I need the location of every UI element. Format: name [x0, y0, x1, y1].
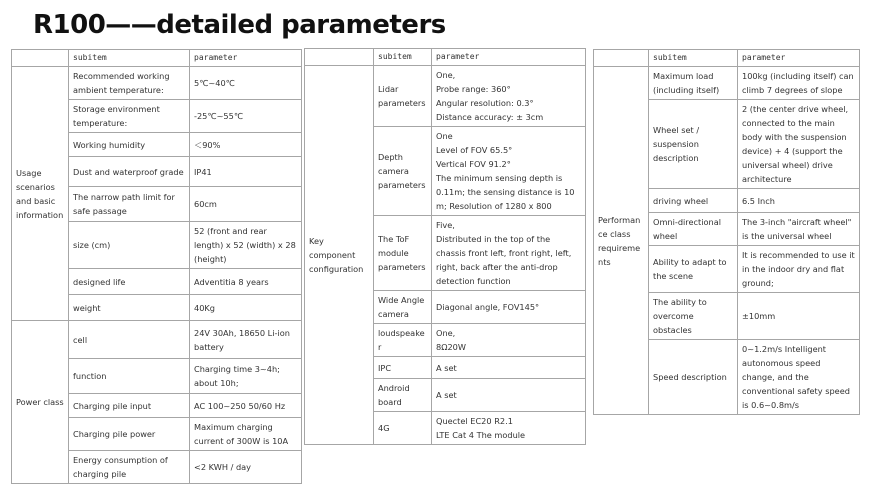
parameter-cell: 100kg (including itself) can climb 7 degrees of slope — [738, 67, 860, 100]
table-header-row — [305, 49, 586, 66]
table-row — [594, 67, 860, 100]
parameter-cell: <2 KWH / day — [190, 451, 302, 484]
parameter-cell: Diagonal angle, FOV145° — [432, 291, 586, 324]
parameter-cell — [432, 216, 586, 291]
parameter-cell: 5℃~40℃ — [190, 67, 302, 100]
parameter-line: The minimum sensing depth is 0.11m; the sensing distance is 10 m; Resolution of 1280 x 800 — [436, 173, 575, 211]
parameter-cell: ＜90% — [190, 133, 302, 157]
key-component-table — [304, 48, 586, 445]
subitem-cell: driving wheel — [649, 189, 738, 213]
parameter-line: One — [436, 131, 453, 141]
parameter-cell — [432, 66, 586, 127]
table-row — [305, 66, 586, 127]
subitem-cell: The ability to overcome obstacles — [649, 293, 738, 340]
subitem-cell: 4G — [374, 412, 432, 445]
subitem-cell: loudspeaker — [374, 324, 432, 357]
parameter-cell: -25℃~55℃ — [190, 100, 302, 133]
subitem-cell: weight — [69, 295, 190, 321]
subitem-cell: function — [69, 359, 190, 394]
parameter-line: One, — [436, 70, 456, 80]
subitem-cell: Charging pile power — [69, 418, 190, 451]
subitem-cell: Recommended working ambient temperature: — [69, 67, 190, 100]
subitem-cell: Omni-directional wheel — [649, 213, 738, 246]
parameter-cell: AC 100~250 50/60 Hz — [190, 394, 302, 418]
subitem-cell: cell — [69, 321, 190, 359]
category-performance-class: Performance class requirements — [594, 67, 649, 415]
table-header-row — [594, 50, 860, 67]
blank-header-cell — [594, 50, 649, 67]
table-header-row — [12, 50, 302, 67]
parameter-line: 8Ω20W — [436, 342, 466, 352]
parameter-cell: 24V 30Ah, 18650 Li-ion battery — [190, 321, 302, 359]
parameter-cell: 6.5 Inch — [738, 189, 860, 213]
subitem-cell: Ability to adapt to the scene — [649, 246, 738, 293]
parameter-cell — [432, 127, 586, 216]
subitem-cell: Dust and waterproof grade — [69, 157, 190, 187]
subitem-cell: Depth camera parameters — [374, 127, 432, 216]
parameter-cell: A set — [432, 357, 586, 379]
parameter-header: parameter — [738, 50, 860, 67]
parameter-line: Probe range: 360° — [436, 84, 511, 94]
parameter-cell: 2 (the center drive wheel, connected to the main body with the suspension device) + 4 (support the universal wheel) drive architecture — [738, 100, 860, 189]
parameter-header: parameter — [432, 49, 586, 66]
basic-power-parameters-table — [11, 49, 302, 484]
parameter-cell: Charging time 3~4h; about 10h; — [190, 359, 302, 394]
subitem-cell: Wheel set / suspension description — [649, 100, 738, 189]
parameter-line: Vertical FOV 91.2° — [436, 159, 511, 169]
parameter-line: LTE Cat 4 The module — [436, 430, 526, 440]
parameter-cell: 0~1.2m/s Intelligent autonomous speed change, and the conventional safety speed is 0.6~0.8m/s — [738, 340, 860, 415]
parameter-line: Distributed in the top of the chassis front left, front right, left, right, back after the anti-drop detection function — [436, 234, 572, 286]
parameter-line: One, — [436, 328, 456, 338]
subitem-cell: Working humidity — [69, 133, 190, 157]
subitem-header: subitem — [69, 50, 190, 67]
parameter-cell: The 3-inch "aircraft wheel" is the universal wheel — [738, 213, 860, 246]
subitem-header: subitem — [649, 50, 738, 67]
subitem-cell: Speed description — [649, 340, 738, 415]
table-row — [12, 321, 302, 359]
subitem-cell: The narrow path limit for safe passage — [69, 187, 190, 222]
parameter-line: Five, — [436, 220, 455, 230]
subitem-cell: Android board — [374, 379, 432, 412]
page-title: R100——detailed parameters — [33, 10, 446, 40]
performance-requirements-table — [593, 49, 860, 415]
subitem-header: subitem — [374, 49, 432, 66]
parameter-cell: 52 (front and rear length) x 52 (width) x 28 (height) — [190, 222, 302, 269]
table-row — [12, 67, 302, 100]
blank-header-cell — [12, 50, 69, 67]
parameter-cell: Adventitia 8 years — [190, 269, 302, 295]
subitem-cell: Maximum load (including itself) — [649, 67, 738, 100]
parameter-line: Level of FOV 65.5° — [436, 145, 513, 155]
parameter-line: Quectel EC20 R2.1 — [436, 416, 513, 426]
subitem-cell: The ToF module parameters — [374, 216, 432, 291]
subitem-cell: Energy consumption of charging pile — [69, 451, 190, 484]
subitem-cell: IPC — [374, 357, 432, 379]
category-power-class: Power class — [12, 321, 69, 484]
category-usage-scenarios: Usage scenarios and basic information — [12, 67, 69, 321]
parameter-cell: 40Kg — [190, 295, 302, 321]
parameter-cell: A set — [432, 379, 586, 412]
parameter-line: Distance accuracy: ± 3cm — [436, 112, 544, 122]
parameter-cell: Maximum charging current of 300W is 10A — [190, 418, 302, 451]
parameter-cell — [432, 412, 586, 445]
parameter-line: Angular resolution: 0.3° — [436, 98, 534, 108]
subitem-cell: designed life — [69, 269, 190, 295]
subitem-cell: Lidar parameters — [374, 66, 432, 127]
parameter-header: parameter — [190, 50, 302, 67]
parameter-cell: 60cm — [190, 187, 302, 222]
parameter-cell: ±10mm — [738, 293, 860, 340]
category-key-component: Key component configuration — [305, 66, 374, 445]
parameter-cell — [432, 324, 586, 357]
subitem-cell: Charging pile input — [69, 394, 190, 418]
subitem-cell: Storage environment temperature: — [69, 100, 190, 133]
subitem-cell: size (cm) — [69, 222, 190, 269]
subitem-cell: Wide Angle camera — [374, 291, 432, 324]
parameter-cell: It is recommended to use it in the indoor dry and flat ground; — [738, 246, 860, 293]
parameter-cell: IP41 — [190, 157, 302, 187]
blank-header-cell — [305, 49, 374, 66]
